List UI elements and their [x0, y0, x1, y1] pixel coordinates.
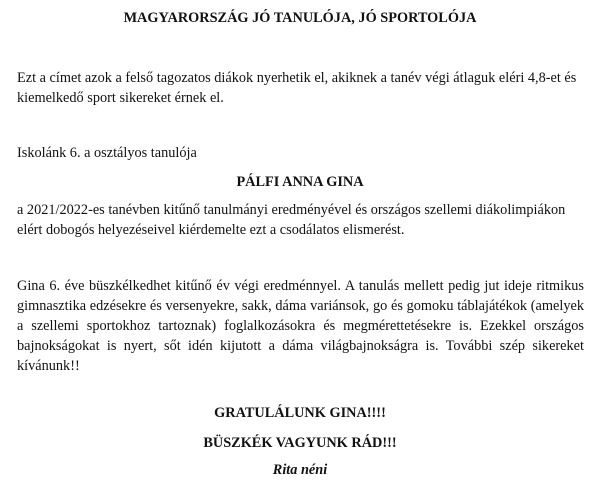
intro-paragraph: Ezt a címet azok a felső tagozatos diákok nyerhetik el, akiknek a tanév végi átlaguk eléri 4,8-et és kiemelkedő sport sikereket érnek el. [17, 70, 577, 106]
signature: Rita néni [272, 462, 328, 478]
achievement-paragraph: a 2021/2022-es tanévben kitűnő tanulmányi eredményével és országos szellemi diákolimpiákon elért dobogós helyezéseivel kiérdemelte ezt a csodálatos elismerést. [17, 202, 566, 238]
proud-line: BÜSZKÉK VAGYUNK RÁD!!! [203, 435, 397, 451]
document-title: MAGYARORSZÁG JÓ TANULÓJA, JÓ SPORTOLÓJA [123, 10, 477, 26]
body-paragraph: Gina 6. éve büszkélkedhet kitűnő év végi eredménnyel. A tanulás mellett pedig jut ideje ritmikus gimnasztika edzésekre és versenyekre, sakk, dáma variánsok, go és gomoku táblajátékok (amelyek a szellemi sportokhoz tartoznak) foglalkozásokra és megmérettetésekre is. Ezekkel országos bajnokságokat is nyert, sőt idén kijutott a dáma világbajnokságra is. További szép sikereket kívánunk!! [17, 278, 584, 374]
student-name: PÁLFI ANNA GINA [236, 174, 364, 190]
congrats-line: GRATULÁLUNK GINA!!!! [214, 405, 386, 421]
school-line: Iskolánk 6. a osztályos tanulója [17, 145, 197, 161]
